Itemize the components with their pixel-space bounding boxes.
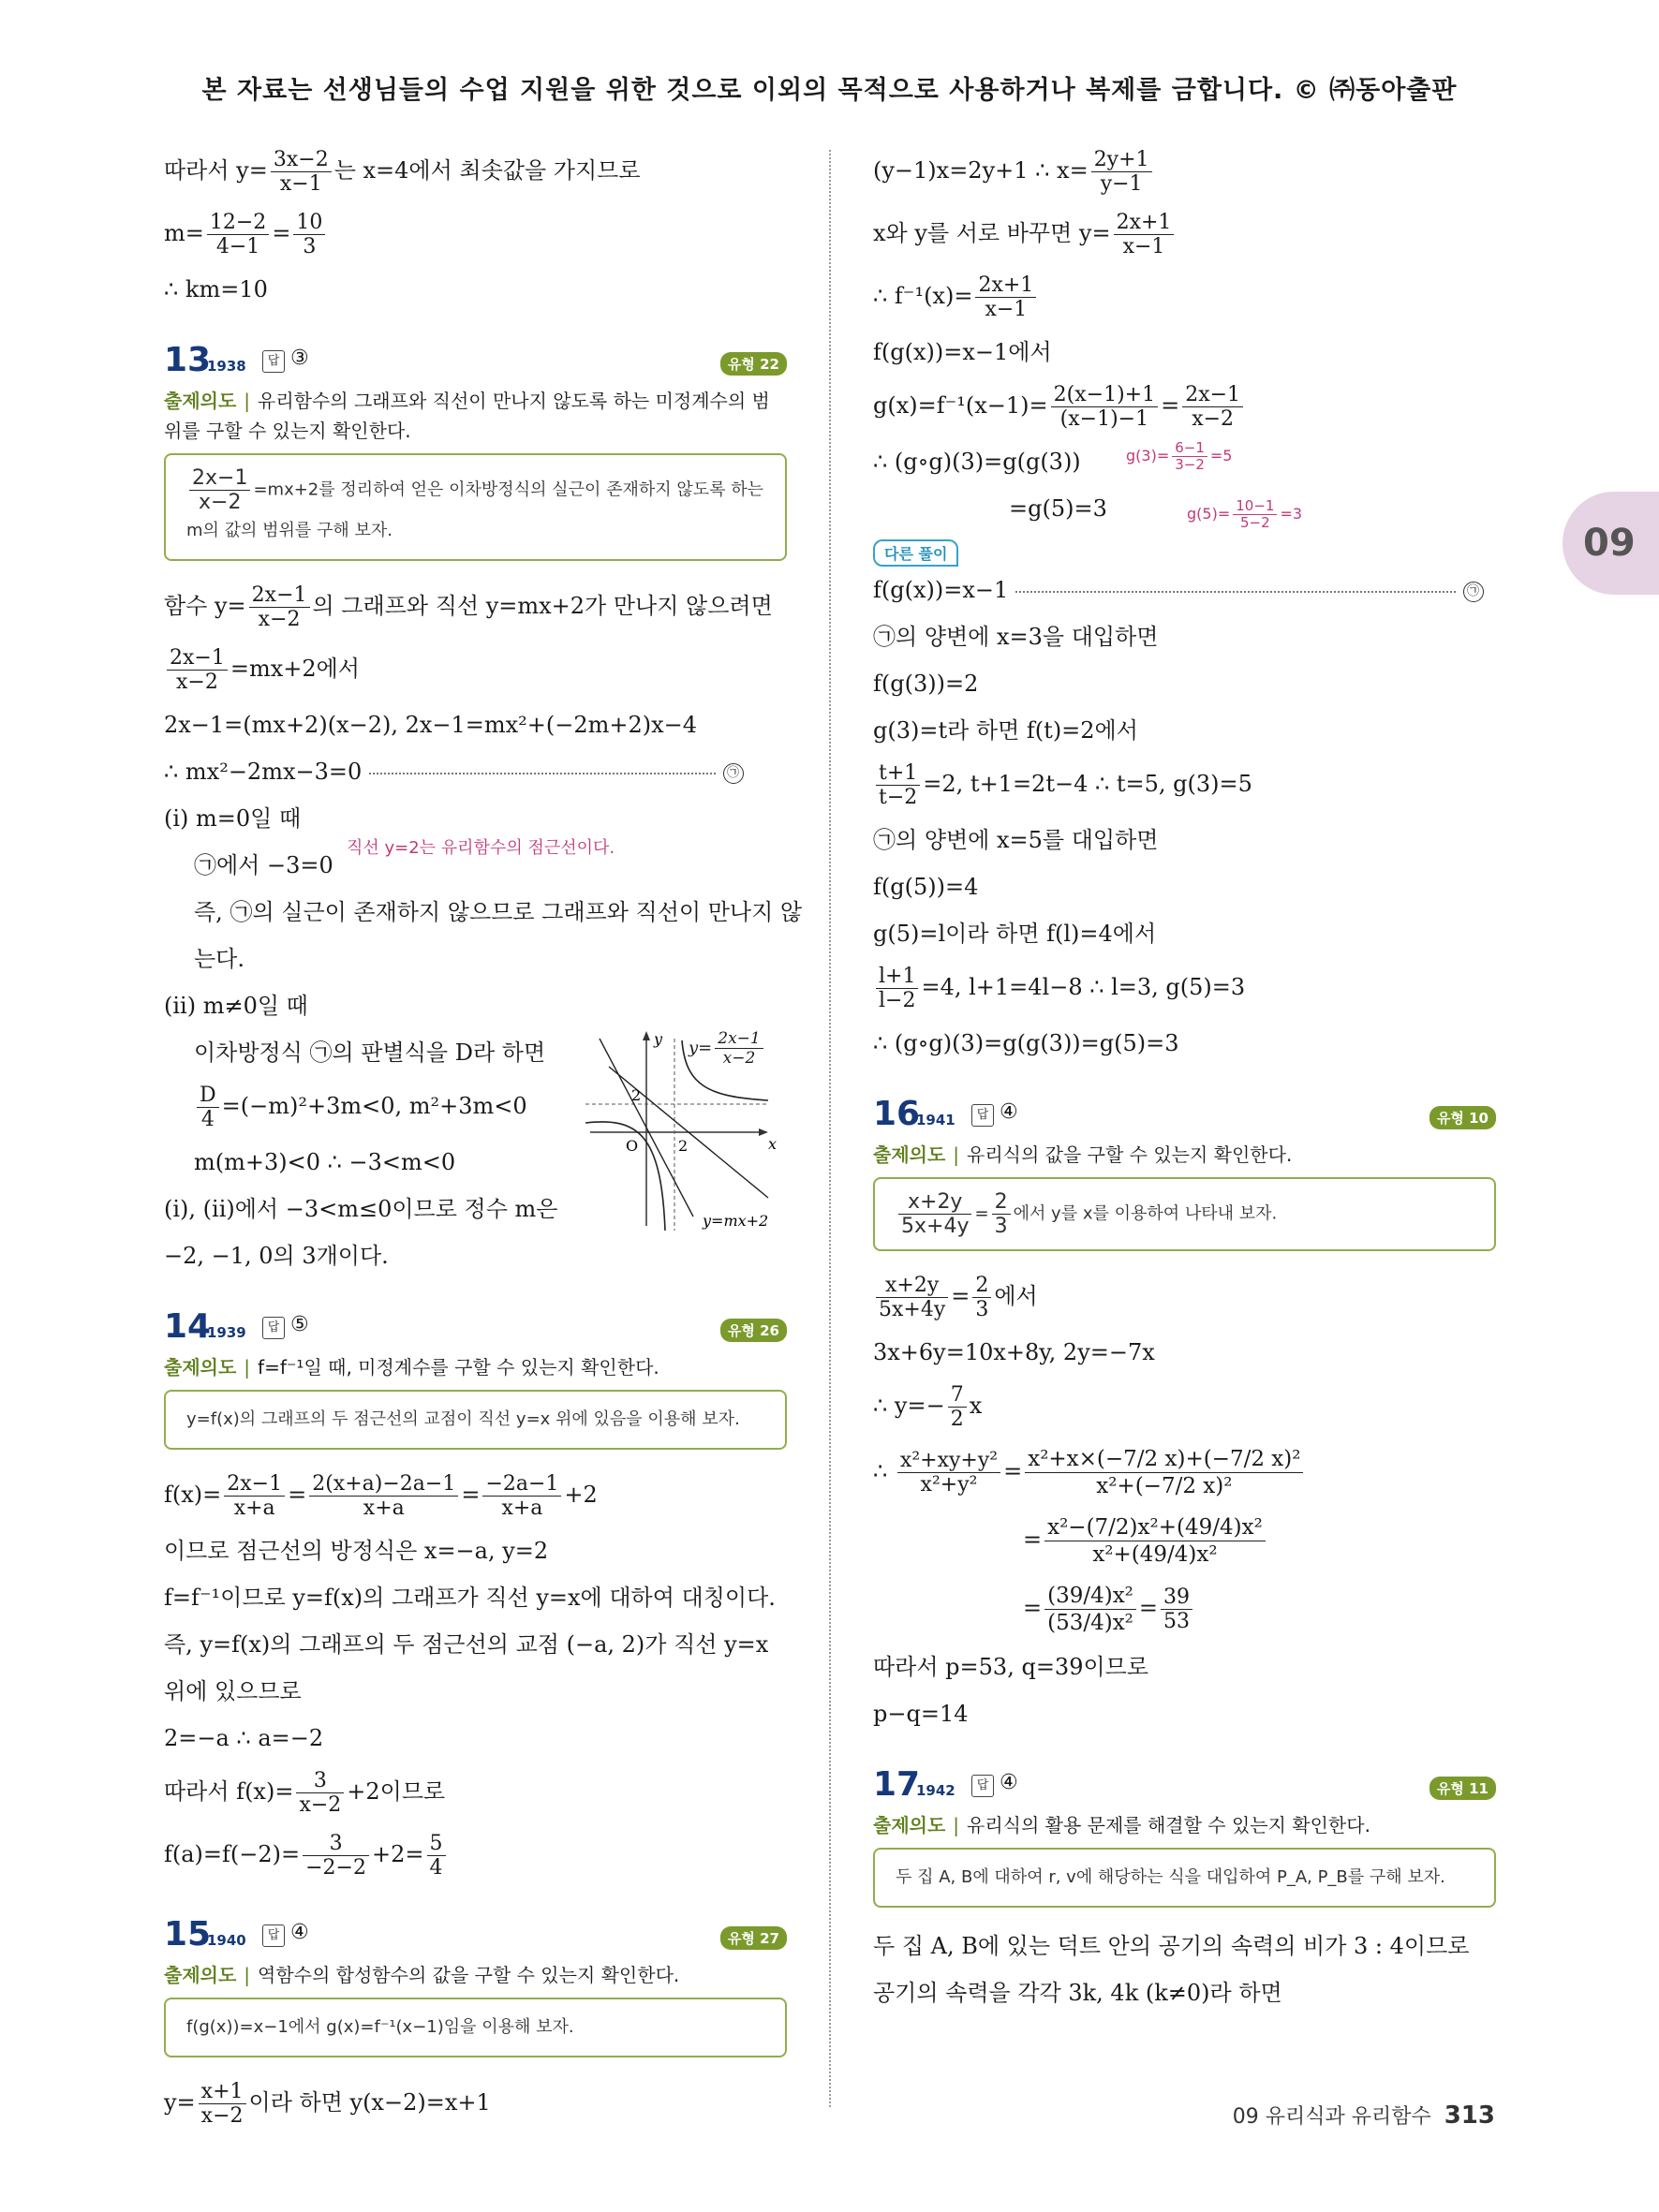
solution-line: (i) m=0일 때 (164, 805, 302, 832)
solution-line: 함수 y= $\frac{2x-1}{x-2}$ 의 그래프와 직선 y=mx+2가 만나지 않으려면 (164, 583, 773, 631)
problem-intent: 출제의도 | 유리식의 활용 문제를 해결할 수 있는지 확인한다. (873, 1814, 1370, 1836)
solution-line: m(m+3)<0 ∴ −3<m<0 (194, 1149, 456, 1175)
solution-line: = $\frac{\text{(39/4)x²}}{\text{(53/4)x²}}$ = $\frac{39}{53}$ (873, 1575, 1496, 1644)
answer-icon: 답 (971, 1104, 994, 1127)
solution-line: 는다. (194, 946, 244, 972)
solution-line: f=f⁻¹이므로 y=f(x)의 그래프가 직선 y=x에 대하여 대칭이다. (164, 1585, 776, 1611)
problem-16-header: 16 1941 답 ④ 유형 10 (873, 1095, 1496, 1136)
solution-line: =g(5)=3 g(5)= $\frac{10-1}{5-2}$ =3 (1009, 495, 1303, 531)
type-badge: 유형 22 (720, 352, 787, 376)
solution-line: (i), (ii)에서 −3<m≤0이므로 정수 m은 (164, 1196, 558, 1222)
solution-line: ∴ y=− $\frac{7}{2}$ x (873, 1383, 983, 1431)
answer-icon: 답 (262, 1924, 285, 1947)
annotation: g(3)= $\frac{6-1}{3-2}$ =5 (1126, 439, 1233, 473)
curve-label: y= $\frac{2x-1}{x-2}$ (689, 1029, 766, 1068)
solution-line: ∴ km=10 (164, 276, 268, 302)
solution-line: ∴ (g∘g)(3)=g(g(3))=g(5)=3 (873, 1030, 1179, 1056)
solution-line: ㉠의 양변에 x=5를 대입하면 (873, 827, 1159, 853)
type-badge: 유형 26 (720, 1319, 787, 1342)
solution-line: ∴ f⁻¹(x)= $\frac{2x+1}{x-1}$ (873, 266, 1496, 329)
answer-value: ④ (290, 1921, 309, 1944)
solution-line: 따라서 f(x)= $\frac{3}{x-2}$ +2이므로 (164, 1769, 446, 1817)
solution-line: 3x+6y=10x+8y, 2y=−7x (873, 1339, 1155, 1365)
svg-text:x: x (768, 1135, 778, 1153)
solution-line: 즉, ㉠의 실근이 존재하지 않으므로 그래프와 직선이 만나지 않 (194, 899, 803, 925)
chapter-title: 09 유리식과 유리함수 (1232, 2105, 1431, 2129)
graph-block (164, 1029, 787, 1279)
answer-value: ③ (290, 347, 309, 370)
chapter-side-tab: 09 (1563, 492, 1659, 595)
annotation: g(5)= $\frac{10-1}{5-2}$ =3 (1187, 497, 1303, 531)
copyright-banner: 본 자료는 선생님들의 수업 지원을 위한 것으로 이외의 목적으로 사용하거나 복제를 금합니다. © ㈜동아출판 (201, 76, 1458, 105)
hint-box: $\frac{x+2y}{5x+4y}$ = $\frac{2}{3}$ 에서 y를 x를 이용하여 나타내 보자. (873, 1177, 1496, 1251)
solution-line: g(x)=f⁻¹(x−1)= $\frac{2(x-1)+1}{(x-1)-1}$ = $\frac{2x-1}{x-2}$ (873, 376, 1496, 438)
svg-text:2: 2 (631, 1086, 642, 1104)
solution-line: f(g(x))=x−1에서 (873, 339, 1052, 365)
problem-intent: 출제의도 | 유리식의 값을 구할 수 있는지 확인한다. (873, 1143, 1293, 1166)
solution-line: f(a)=f(−2)= $\frac{3}{-2-2}$ +2= $\frac{5}{4}$ (164, 1824, 787, 1887)
type-badge: 유형 27 (720, 1926, 787, 1950)
problem-15-header: 15 1940 답 ④ 유형 27 (164, 1915, 787, 1956)
left-column (164, 140, 803, 2135)
hint-box: 두 집 A, B에 대하여 r, v에 해당하는 식을 대입하여 P_A, P_B를 구해 보자. (873, 1848, 1496, 1908)
right-column (873, 140, 1496, 2016)
problem-13-header: 13 1938 답 ③ 유형 22 (164, 341, 787, 382)
solution-line: 이차방정식 ㉠의 판별식을 D라 하면 (194, 1040, 546, 1066)
solution-line: 2=−a ∴ a=−2 (164, 1725, 324, 1751)
solution-line: $\frac{x+2y}{5x+4y}$ = $\frac{2}{3}$ 에서 (873, 1266, 1496, 1329)
solution-line: $\frac{t+1}{t-2}$ =2, t+1=2t−4 ∴ t=5, g(3)=5 (873, 754, 1496, 817)
solution-line: g(5)=l이라 하면 f(l)=4에서 (873, 921, 1157, 947)
hint-box: f(g(x))=x−1에서 g(x)=f⁻¹(x−1)임을 이용해 보자. (164, 1998, 787, 2057)
answer-value: ⑤ (290, 1313, 309, 1336)
problem-intent: 출제의도 | 유리함수의 그래프와 직선이 만나지 않도록 하는 미정계수의 범위를 구할 수 있는지 확인한다. (164, 390, 770, 442)
solution-line: $\frac{2x-1}{x-2}$ =mx+2에서 (164, 639, 787, 701)
solution-line: 따라서 p=53, q=39이므로 (873, 1654, 1149, 1680)
svg-text:y=mx+2: y=mx+2 (703, 1212, 769, 1230)
column-divider (829, 150, 831, 2107)
solution-line: ∴ (g∘g)(3)=g(g(3)) g(3)= $\frac{6-1}{3-2}$ =5 (873, 439, 1233, 475)
equation-mark: ㉠ (723, 763, 744, 784)
solution-line: y= $\frac{x+1}{x-2}$ 이라 하면 y(x−2)=x+1 (164, 2080, 491, 2128)
type-badge: 유형 10 (1429, 1106, 1496, 1129)
solution-line: (ii) m≠0일 때 (164, 993, 308, 1019)
answer-value: ④ (1000, 1771, 1018, 1794)
solution-line: −2, −1, 0의 3개이다. (164, 1243, 389, 1269)
solution-line: 두 집 A, B에 있는 덕트 안의 공기의 속력의 비가 3 : 4이므로 (873, 1933, 1470, 1959)
solution-line: 따라서 y= $\frac{3x-2}{x-1}$ 는 x=4에서 최솟값을 가지므로 (164, 148, 641, 196)
solution-line: $\frac{l+1}{l-2}$ =4, l+1=4l−8 ∴ l=3, g(5)=3 (873, 957, 1496, 1020)
solution-line: ∴ mx²−2mx−3=0 ㉠ (164, 748, 787, 795)
solution-line: 이므로 점근선의 방정식은 x=−a, y=2 (164, 1538, 549, 1564)
solution-line: ㉠의 양변에 x=3을 대입하면 (873, 624, 1159, 650)
problem-14-header: 14 1939 답 ⑤ 유형 26 (164, 1307, 787, 1349)
solution-line: $\frac{D}{4}$ =(−m)²+3m<0, m²+3m<0 (164, 1076, 787, 1139)
solution-line: 즉, y=f(x)의 그래프의 두 점근선의 교점 (−a, 2)가 직선 y=x (164, 1631, 769, 1658)
type-badge: 유형 11 (1429, 1777, 1496, 1800)
solution-line: f(x)= $\frac{2x-1}{x+a}$ = $\frac{2(x+a)-2a-1}{x+a}$ = $\frac{-2a-1}{x+a}$ +2 (164, 1472, 598, 1520)
svg-text:y: y (654, 1030, 663, 1048)
solution-line: 공기의 속력을 각각 3k, 4k (k≠0)라 하면 (873, 1980, 1282, 2006)
solution-line: f(g(5))=4 (873, 874, 979, 900)
svg-text:O: O (626, 1137, 639, 1155)
page-footer (1233, 2101, 1495, 2130)
solution-line: 2x−1=(mx+2)(x−2), 2x−1=mx²+(−2m+2)x−4 (164, 712, 698, 738)
svg-text:2: 2 (678, 1137, 689, 1155)
solution-line: f(g(3))=2 (873, 671, 979, 697)
hint-box: y=f(x)의 그래프의 두 점근선의 교점이 직선 y=x 위에 있음을 이용해 보자. (164, 1390, 787, 1450)
solution-line: = $\frac{\text{x²−(7/2)x²+(49/4)x²}}{\text{x²+(49/4)x²}}$ (873, 1507, 1496, 1575)
solution-line: m= $\frac{12-2}{4-1}$ = $\frac{10}{3}$ (164, 203, 787, 266)
solution-line: ∴ $\frac{\text{x²+xy+y²}}{\text{x²+y²}}$ = $\frac{\text{x²+x×(−7/2 x)+(−7/2 x)²}}{\text{x²+(−7/2 x)²}}$ (873, 1438, 1496, 1507)
answer-icon: 답 (971, 1775, 994, 1797)
answer-value: ④ (1000, 1100, 1018, 1124)
solution-line: p−q=14 (873, 1701, 969, 1727)
solution-line: f(g(x))=x−1 ㉠ (873, 567, 1496, 613)
annotation: 직선 y=2는 유리함수의 점근선이다. (347, 838, 615, 858)
problem-intent: 출제의도 | 역함수의 합성함수의 값을 구할 수 있는지 확인한다. (164, 1964, 680, 1986)
problem-17-header: 17 1942 답 ④ 유형 11 (873, 1765, 1496, 1806)
solution-line: 위에 있으므로 (164, 1678, 302, 1704)
problem-intent: 출제의도 | f=f⁻¹일 때, 미정계수를 구할 수 있는지 확인한다. (164, 1356, 659, 1379)
answer-icon: 답 (262, 350, 285, 373)
equation-mark: ㉠ (1463, 582, 1484, 602)
answer-icon: 답 (262, 1317, 285, 1339)
solution-line: x와 y를 서로 바꾸면 y= $\frac{2x+1}{x-1}$ (873, 203, 1496, 266)
hint-box: $\frac{2x-1}{x-2}$ =mx+2를 정리하여 얻은 이차방정식의 실근이 존재하지 않도록 하는 m의 값의 범위를 구해 보자. (164, 453, 787, 561)
solution-line: ㉠에서 −3=0 직선 y=2는 유리함수의 점근선이다. (164, 842, 787, 889)
alt-solution-label: 다른 풀이 (873, 539, 958, 567)
solution-line: (y−1)x=2y+1 ∴ x= $\frac{2y+1}{y-1}$ (873, 140, 1496, 203)
solution-line: g(3)=t라 하면 f(t)=2에서 (873, 717, 1138, 744)
page-number: 313 (1444, 2101, 1495, 2130)
